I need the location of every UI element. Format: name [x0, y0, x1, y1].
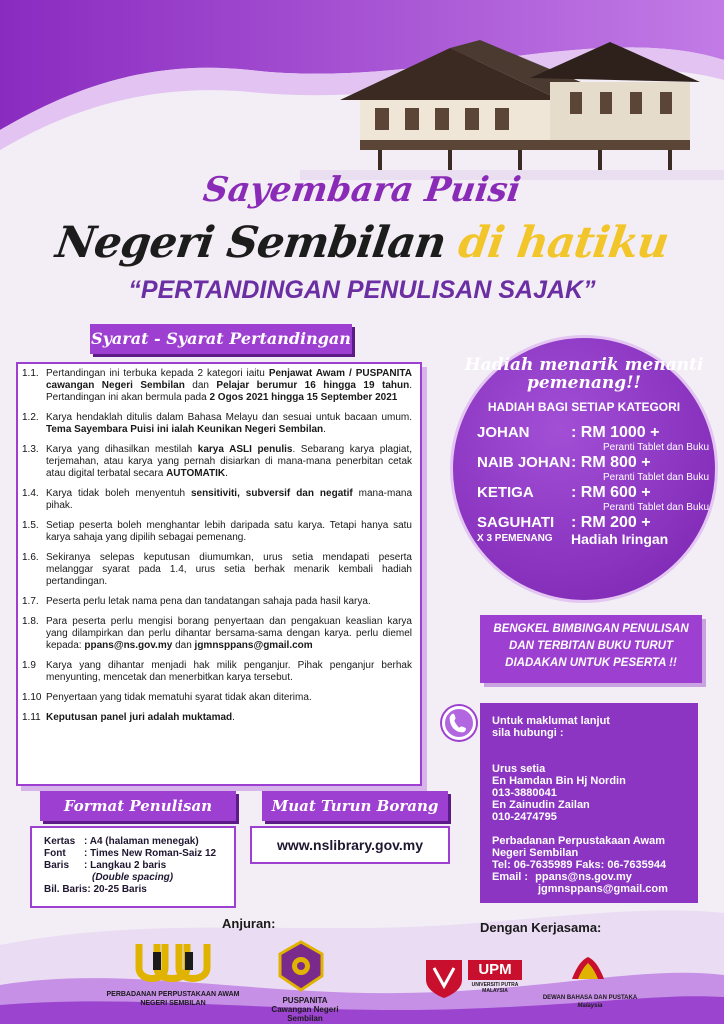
ppans-logo	[135, 938, 211, 986]
rules-heading: Syarat - Syarat Pertandingan	[90, 324, 352, 354]
rule-item: 1.7. Peserta perlu letak nama pena dan tandatangan sahaja pada hasil karya.	[22, 596, 371, 607]
phone-icon	[442, 706, 476, 740]
poster-title-line2	[0, 218, 724, 268]
title-di-hatiku: di hatiku	[441, 218, 672, 268]
dbp-logo	[570, 955, 606, 981]
workshop-banner: BENGKEL BIMBINGAN PENULISAN DAN TERBITAN BUKU TURUT DIADAKAN UNTUK PESERTA !!	[480, 615, 702, 683]
rule-item: 1.10 Penyertaan yang tidak mematuhi syarat tidak akan diterima.	[22, 692, 312, 703]
rule-item: 1.3. Karya yang dihasilkan mestilah karya ASLI penulis. Sebarang karya plagiat, terjemahan, atau karya yang pernah disiarkan di mana-mana penerbitan cetak atau digital terbatal secara AUTOMATIK.	[22, 444, 413, 479]
format-box: Kertas : A4 (halaman menegak) Font : Times New Roman-Saiz 12 Baris : Langkau 2 baris (Double spacing) Bil. Baris : 20-25 Baris	[30, 826, 236, 908]
rule-item: 1.11 Keputusan panel juri adalah muktamad.	[22, 712, 235, 723]
format-heading: Format Penulisan	[40, 791, 236, 821]
rule-item: 1.5. Setiap peserta boleh menghantar lebih daripada satu karya. Tetapi hanya satu karya sahaja yang dipilih sebagai pemenang.	[22, 520, 412, 543]
puspanita-caption: PUSPANITA Cawangan Negeri Sembilan	[271, 996, 339, 1023]
prize-heading: Hadiah menarik menanti pemenang!!	[464, 355, 704, 393]
dbp-caption: DEWAN BAHASA DAN PUSTAKA Malaysia	[542, 995, 638, 1009]
rule-item: 1.9 Karya yang dihantar menjadi hak milik penganjur. Pihak penganjur berhak menyunting, mencetak dan menerbitkan karya tersebut.	[22, 660, 412, 683]
contact-box: Untuk maklumat lanjut sila hubungi : Urus setia En Hamdan Bin Hj Nordin 013-3880041 En Zainudin Zailan 010-2474795 Perbadanan Perpustakaan Awam Negeri Sembilan Tel: 06-7635989 Faks: 06-7635944 Email : ppans@ns.gov.my jgmnsppans@gmail.com	[480, 703, 698, 903]
poster-title-line1: Sayembara Puisi	[200, 170, 524, 210]
rule-item: 1.1. Pertandingan ini terbuka kepada 2 kategori iaitu Penjawat Awam / PUSPANITA cawangan Negeri Sembilan dan Pelajar berumur 16 hingga 19 tahun. Pertandingan ini akan bermula pada 2 Ogos 2021 hingga 15 September 2021	[22, 368, 412, 403]
prize-circle: Hadiah menarik menanti pemenang!! HADIAH BAGI SETIAP KATEGORI JOHAN : RM 1000 + Peranti Tablet dan Buku NAIB JOHAN : RM 800 + Peranti Tablet dan Buku KETIGA : RM 600 + Peranti Tablet dan Buku SAGUHATI : RM 200 + Hadiah Iringan X 3 PEMENANG	[450, 335, 718, 603]
puspanita-logo	[278, 940, 324, 992]
upm-wordmark: UPM	[468, 960, 522, 980]
upm-caption: UNIVERSITI PUTRA MALAYSIA	[471, 982, 519, 994]
partner-label: Dengan Kerjasama:	[480, 920, 602, 935]
title-negeri-sembilan: Negeri Sembilan	[52, 218, 449, 268]
rules-box	[16, 362, 422, 786]
poster-subtitle: “PERTANDINGAN PENULISAN SAJAK”	[128, 276, 596, 304]
organizer-label: Anjuran:	[222, 916, 276, 931]
traditional-house-illustration	[300, 30, 724, 180]
download-url-link[interactable]: www.nslibrary.gov.my	[250, 826, 450, 864]
download-heading: Muat Turun Borang	[262, 791, 448, 821]
ppans-caption: PERBADANAN PERPUSTAKAAN AWAM NEGERI SEMBILAN	[106, 991, 240, 1007]
rule-item: 1.8. Para peserta perlu mengisi borang penyertaan dan pengakuan keaslian karya yang dilampirkan dan perlu dihantar bersama-sama dengan karya. perlu diemel kepada: ppans@ns.gov.my dan jgmnsppans@gmail.com	[22, 616, 412, 651]
rule-item: 1.4. Karya tidak boleh menyentuh sensitiviti, subversif dan negatif mana-mana pihak.	[22, 488, 413, 511]
rule-item: 1.6. Sekiranya selepas keputusan diumumkan, urus setia mendapati peserta melanggar syarat pada 1.4, urus setia berhak menarik kembali hadiah pertandingan.	[22, 552, 412, 587]
rule-item: 1.2. Karya hendaklah ditulis dalam Bahasa Melayu dan sesuai untuk bacaan umum. Tema Sayembara Puisi ini ialah Keunikan Negeri Sembilan.	[22, 412, 412, 435]
prize-subheading: HADIAH BAGI SETIAP KATEGORI	[487, 400, 681, 414]
